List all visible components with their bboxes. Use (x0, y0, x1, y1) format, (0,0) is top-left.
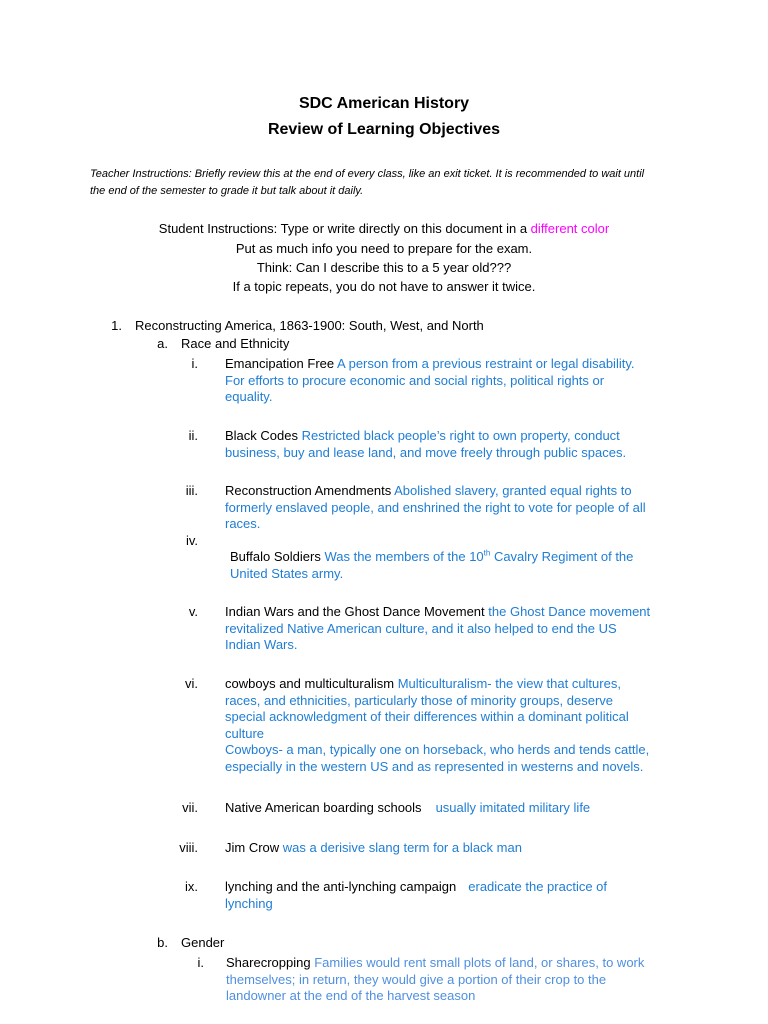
list-item (225, 840, 695, 857)
item-answer: races. (225, 516, 261, 531)
item-answer: the Ghost Dance movement (488, 604, 651, 619)
item-answer: Restricted black people’s right to own property, conduct (301, 428, 620, 443)
item-answer: formerly enslaved people, and enshrined the right to vote for people of all (225, 499, 646, 515)
student-instructions-line1 (0, 219, 768, 238)
list-item (225, 483, 695, 533)
item-answer: usually imitated military life (435, 800, 591, 815)
teacher-instructions-line1: Teacher Instructions: Briefly review this at the end of every class, like an exit ticket. It is recommended to wait until (90, 168, 645, 180)
item-answer: special acknowledgment of their differences within a dominant political (225, 709, 629, 724)
item-topic: Sharecropping (226, 955, 311, 970)
item-number: ii. (188, 428, 198, 443)
item-answer: Cowboys- a man, typically one on horseback, who herds and tends cattle, (225, 742, 650, 757)
item-answer: especially in the western US and as represented in westerns and novels. (225, 758, 644, 774)
list-item (226, 955, 696, 1005)
item-answer: themselves; in return, they would give a portion of their crop to the (226, 971, 607, 987)
list-item (230, 549, 695, 582)
item-number: vi. (185, 676, 198, 691)
item-topic: Black Codes (225, 428, 298, 443)
item-answer: For efforts to procure economic and social rights, political rights or (225, 372, 605, 388)
list-item (225, 676, 695, 775)
item-number: i. (191, 356, 198, 371)
list-item (225, 428, 695, 461)
item-topic: Native American boarding schools (225, 800, 422, 815)
item-answer: Abolished slavery, granted equal rights to (394, 483, 632, 498)
item-topic: Reconstruction Amendments (225, 483, 392, 498)
superscript-th: th (483, 548, 491, 558)
item-answer: was a derisive slang term for a black man (282, 840, 522, 855)
item-answer: landowner at the end of the harvest season (226, 988, 476, 1003)
list-item (225, 356, 695, 406)
student-instructions-line3: Think: Can I describe this to a 5 year old??? (256, 260, 512, 275)
document-subtitle: Review of Learning Objectives (267, 121, 501, 138)
item-answer: A person from a previous restraint or legal disability. (337, 356, 635, 371)
item-answer: United States army. (230, 565, 344, 581)
list-item (225, 800, 695, 817)
item-number: iii. (185, 483, 198, 498)
item-answer: revitalized Native American culture, and it also helped to end the US (225, 620, 617, 636)
teacher-instructions-line2: the end of the semester to grade it but talk about it daily. (90, 185, 364, 197)
item-number: iv. (185, 533, 198, 548)
section-b-title: Gender (181, 935, 225, 950)
item-answer: Was the members of the 10 (324, 549, 484, 564)
list-item (225, 604, 695, 654)
document-title: SDC American History (298, 95, 470, 112)
item-topic: Buffalo Soldiers (230, 549, 321, 564)
item-answer: culture (225, 725, 265, 741)
item-number: v. (188, 604, 198, 619)
item-answer: Indian Wars. (225, 637, 298, 652)
item-number: ix. (185, 879, 198, 894)
item-answer: eradicate the practice of (468, 879, 608, 894)
item-number: viii. (179, 840, 198, 855)
item-topic: Jim Crow (225, 840, 280, 855)
unit-number: 1. (111, 318, 122, 333)
item-answer: business, buy and lease land, and move freely through public spaces. (225, 444, 627, 460)
student-instructions-line4: If a topic repeats, you do not have to answer it twice. (232, 279, 536, 294)
item-answer: Families would rent small plots of land, or shares, to work (314, 955, 645, 970)
item-answer: lynching (225, 895, 273, 911)
section-b-number: b. (157, 935, 168, 950)
item-answer: Multiculturalism- the view that cultures, (397, 676, 621, 691)
item-number: i. (197, 955, 204, 970)
student-instructions-text: Student Instructions: Type or write directly on this document in a (158, 221, 531, 236)
item-number: vii. (182, 800, 198, 815)
item-answer: equality. (225, 389, 273, 404)
item-topic: cowboys and multiculturalism (225, 676, 395, 691)
section-a-title: Race and Ethnicity (181, 336, 290, 351)
unit-title: Reconstructing America, 1863-1900: South, West, and North (135, 318, 484, 333)
section-a-number: a. (157, 336, 168, 351)
item-topic: Emancipation Free (225, 356, 335, 371)
different-color-highlight: different color (530, 221, 610, 236)
item-topic: lynching and the anti-lynching campaign (225, 879, 457, 894)
student-instructions-line2: Put as much info you need to prepare for the exam. (235, 241, 533, 256)
item-topic: Indian Wars and the Ghost Dance Movement (225, 604, 485, 619)
item-answer: races, and ethnicities, particularly those of minority groups, deserve (225, 692, 614, 708)
item-answer: Cavalry Regiment of the (490, 549, 634, 564)
list-item (225, 879, 695, 912)
